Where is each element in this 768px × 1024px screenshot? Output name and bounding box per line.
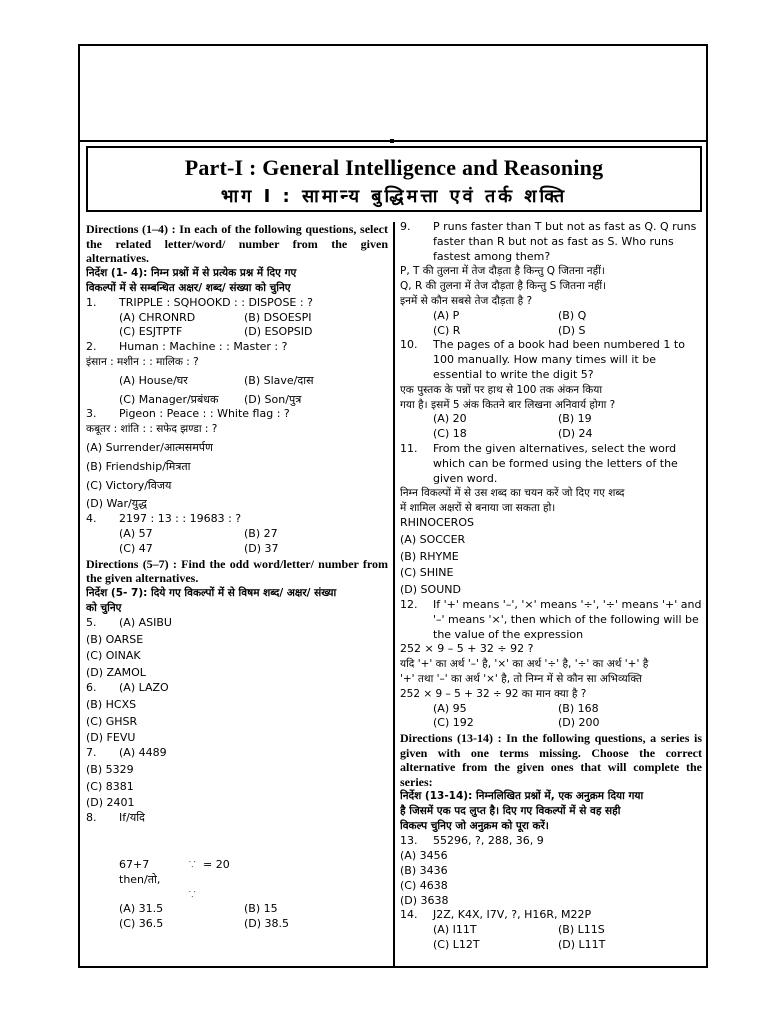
option-a: (A) P xyxy=(433,308,460,322)
question-1 xyxy=(86,296,388,311)
question-3 xyxy=(86,407,388,422)
question-number: 5. xyxy=(86,615,97,629)
option-b: (B) Q xyxy=(558,308,587,322)
option-c: (C) 36.5 xyxy=(119,917,164,931)
option-d: (D) ZAMOL xyxy=(86,666,146,680)
question-number: 7. xyxy=(86,746,97,760)
option-c: (C) 4638 xyxy=(400,878,448,892)
directions-5-7-hindi-line2: को चुनिए xyxy=(86,601,122,614)
option-c: (C) ESJTPTF xyxy=(119,325,183,339)
option-d: (D) War/युद्ध xyxy=(86,497,147,511)
question-text: If '+' means '–', '×' means '÷', '÷' means '+' and '–' means '×', then which of the following will be the value of the expression xyxy=(433,597,702,641)
option-a: (A) LAZO xyxy=(119,680,169,694)
option-d: (D) SOUND xyxy=(400,583,461,597)
question-text: P runs faster than T but not as fast as Q. Q runs faster than R but not as fast as S. Who runs fastest among them? xyxy=(433,220,697,263)
option-a: (A) SOCCER xyxy=(400,532,466,546)
question-text: TRIPPLE : SQHOOKD : : DISPOSE : ? xyxy=(119,295,313,309)
option-c: (C) OINAK xyxy=(86,649,141,663)
question-text: 2197 : 13 : : 19683 : ? xyxy=(119,512,242,526)
question-text-hindi: कबूतर : शांति : : सफेद झण्डा : ? xyxy=(86,423,218,436)
question-4 xyxy=(86,512,388,527)
option-c: (C) R xyxy=(433,323,461,337)
option-b: (B) 3436 xyxy=(400,864,448,878)
title-box xyxy=(86,146,702,212)
option-a: (A) 57 xyxy=(119,526,153,540)
option-b: (B) 27 xyxy=(244,526,278,540)
directions-1-4-hindi-line1: निर्देश (1- 4): निम्न प्रश्नों में से प्रत्येक प्रश्न में दिए गए xyxy=(86,266,297,279)
question-text: J2Z, K4X, I7V, ?, H16R, M22P xyxy=(433,908,592,922)
question-hindi-line1: यदि '+' का अर्थ '–' है, '×' का अर्थ '÷' है, '÷' का अर्थ '+' है xyxy=(400,658,649,671)
option-d: (D) 24 xyxy=(558,427,593,441)
question-text: From the given alternatives, select the word which can be formed using the letters of the given word. xyxy=(433,441,678,485)
option-c: (C) 18 xyxy=(433,427,467,441)
question-text: The pages of a book had been numbered 1 to 100 manually. How many times will it be essential to write the digit 5? xyxy=(433,338,685,381)
expression-left: 67+7 xyxy=(119,858,150,872)
question-hindi-line2: Q, R की तुलना में तेज दौड़ता है किन्तु S जितना नहीं। xyxy=(400,280,607,293)
option-d: (D) 38.5 xyxy=(244,917,290,931)
question-11 xyxy=(400,442,702,486)
question-number: 10. xyxy=(400,338,418,352)
question-9 xyxy=(400,220,702,264)
option-a: (A) ASIBU xyxy=(119,615,172,629)
option-c: (C) 8381 xyxy=(86,779,134,793)
center-tick xyxy=(390,139,394,143)
question-number: 6. xyxy=(86,680,97,694)
option-d: (D) 3638 xyxy=(400,893,449,907)
option-c: (C) 47 xyxy=(119,541,153,555)
directions-1-4-hindi-line2: विकल्पों में से सम्बन्धित अक्षर/ शब्द/ संख्या को चुनिए xyxy=(86,281,291,294)
figure-dots: ⸪ xyxy=(189,860,196,870)
question-text: Pigeon : Peace : : White flag : ? xyxy=(119,407,290,421)
question-7 xyxy=(86,746,388,761)
option-d: (D) S xyxy=(558,323,586,337)
expression: 252 × 9 – 5 + 32 ÷ 92 ? xyxy=(400,642,534,656)
option-c: (C) L12T xyxy=(433,938,480,952)
left-column xyxy=(86,222,388,932)
question-number: 3. xyxy=(86,407,97,421)
option-b: (B) 15 xyxy=(244,902,278,916)
question-number: 9. xyxy=(400,220,411,233)
question-12 xyxy=(400,598,702,642)
directions-13-14-hindi-line2: है जिसमें एक पद लुप्त है। दिए गए विकल्पों में से वह सही xyxy=(400,805,621,818)
question-hindi-line3: 252 × 9 – 5 + 32 ÷ 92 का मान क्या है ? xyxy=(400,687,587,700)
question-hindi-line1: P, T की तुलना में तेज दौड़ता है किन्तु Q जितना नहीं। xyxy=(400,265,605,278)
directions-5-7: Directions (5–7) : Find the odd word/letter/ number from the given alternatives. xyxy=(86,556,388,586)
option-a: (A) CHRONRD xyxy=(119,310,196,324)
directions-1-4: Directions (1–4) : In each of the following questions, select the related letter/word/ number from the given alternatives. xyxy=(86,222,388,266)
question-number: 11. xyxy=(400,441,418,455)
option-b: (B) Slave/दास xyxy=(244,373,314,387)
question-5 xyxy=(86,616,388,631)
expression-right: = 20 xyxy=(203,858,230,872)
then-label: then/तो, xyxy=(119,872,161,886)
option-b: (B) 168 xyxy=(558,701,599,715)
option-d: (D) 200 xyxy=(558,716,600,730)
option-b: (B) OARSE xyxy=(86,632,144,646)
question-hindi-line1: एक पुस्तक के पन्नों पर हाथ से 100 तक अंकन किया xyxy=(400,383,603,396)
option-a: (A) 4489 xyxy=(119,746,167,760)
question-hindi-line3: इनमें से कौन सबसे तेज दौड़ता है ? xyxy=(400,294,533,307)
option-c: (C) Victory/विजय xyxy=(86,478,172,492)
option-a: (A) Surrender/आत्मसमर्पण xyxy=(86,440,214,454)
question-13 xyxy=(400,834,702,849)
figure-dots: ⸪ xyxy=(189,889,196,899)
question-6 xyxy=(86,681,388,696)
option-d: (D) 2401 xyxy=(86,796,135,810)
option-c: (C) GHSR xyxy=(86,714,138,728)
option-d: (D) FEVU xyxy=(86,731,136,745)
option-a: (A) I11T xyxy=(433,923,477,937)
option-a: (A) 31.5 xyxy=(119,902,164,916)
question-text: 55296, ?, 288, 36, 9 xyxy=(433,834,544,848)
option-b: (B) 19 xyxy=(558,412,592,426)
question-hindi-line1: निम्न विकल्पों में से उस शब्द का चयन करें जो दिए गए शब्द xyxy=(400,487,625,500)
question-number: 14. xyxy=(400,908,418,922)
directions-13-14: Directions (13-14) : In the following questions, a series is given with one terms missing. Choose the correct alternative from the given ones that will complete the series: xyxy=(400,731,702,789)
option-d: (D) ESOPSID xyxy=(244,325,313,339)
option-b: (B) HCXS xyxy=(86,697,137,711)
option-b: (B) DSOESPI xyxy=(244,310,312,324)
option-c: (C) 192 xyxy=(433,716,474,730)
question-2 xyxy=(86,340,388,355)
directions-13-14-hindi-line1: निर्देश (13-14): निम्नलिखित प्रश्नों में, एक अनुक्रम दिया गया xyxy=(400,790,644,803)
question-number: 1. xyxy=(86,295,97,309)
question-hindi-line2: में शामिल अक्षरों से बनाया जा सकता हो। xyxy=(400,502,556,515)
question-number: 13. xyxy=(400,834,418,848)
page-title: Part-I : General Intelligence and Reasoning xyxy=(184,155,604,180)
option-b: (B) 5329 xyxy=(86,762,134,776)
option-a: (A) House/घर xyxy=(119,373,188,387)
question-number: 4. xyxy=(86,512,97,526)
option-b: (B) RHYME xyxy=(400,549,459,563)
question-text: If/यदि xyxy=(119,811,145,825)
option-d: (D) L11T xyxy=(558,938,606,952)
option-a: (A) 3456 xyxy=(400,849,448,863)
option-c: (C) SHINE xyxy=(400,566,454,580)
option-d: (D) Son/पुत्र xyxy=(244,392,302,406)
page-title-hindi: भाग I : सामान्य बुद्धिमत्ता एवं तर्क शक्ति xyxy=(220,186,568,207)
option-b: (B) Friendship/मित्रता xyxy=(86,459,191,473)
option-b: (B) L11S xyxy=(558,923,605,937)
question-number: 2. xyxy=(86,340,97,354)
directions-13-14-hindi-line3: विकल्प चुनिए जो अनुक्रम को पूरा करें। xyxy=(400,820,549,833)
question-8 xyxy=(86,811,388,826)
column-divider xyxy=(393,222,395,966)
question-text: Human : Machine : : Master : ? xyxy=(119,340,288,354)
question-10 xyxy=(400,338,702,382)
question-text-hindi: इंसान : मशीन : : मालिक : ? xyxy=(86,355,199,368)
option-c: (C) Manager/प्रबंधक xyxy=(119,392,219,406)
question-number: 12. xyxy=(400,597,418,611)
given-word: RHINOCEROS xyxy=(400,515,474,529)
option-a: (A) 20 xyxy=(433,412,467,426)
option-d: (D) 37 xyxy=(244,541,279,555)
question-hindi-line2: गया है। इसमें 5 अंक कितने बार लिखना अनिवार्य होगा ? xyxy=(400,398,616,411)
question-14 xyxy=(400,908,702,923)
directions-5-7-hindi-line1: निर्देश (5- 7): दिये गए विकल्पों में से विषम शब्द/ अक्षर/ संख्या xyxy=(86,586,337,599)
question-number: 8. xyxy=(86,811,97,825)
option-a: (A) 95 xyxy=(433,701,467,715)
right-column xyxy=(400,220,702,953)
question-hindi-line2: '+' तथा '–' का अर्थ '×' है, तो निम्न में से कौन सा अभिव्यक्ति xyxy=(400,672,642,685)
